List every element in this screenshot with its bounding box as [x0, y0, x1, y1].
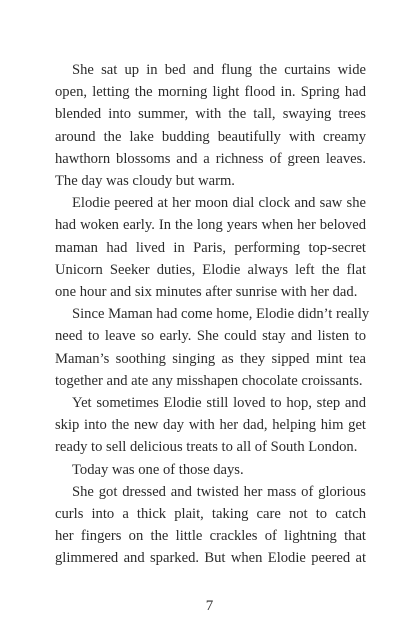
text-line: her fingers on the little crackles of lightning that	[55, 528, 366, 545]
paragraph-6	[55, 481, 366, 570]
paragraph-5	[55, 459, 366, 481]
text-line: Yet sometimes Elodie still loved to hop, step and	[72, 395, 366, 412]
text-line: together and ate any misshapen chocolate croissants.	[55, 372, 363, 389]
paragraph-2	[55, 192, 366, 303]
text-line: ready to sell delicious treats to all of South London.	[55, 439, 358, 456]
text-line: curls into a thick plait, taking care not to catch	[55, 506, 366, 523]
page-number: 7	[205, 598, 214, 614]
text-line: Since Maman had come home, Elodie didn’t really	[72, 306, 370, 323]
text-line: maman had lived in Paris, performing top-secret	[55, 239, 366, 256]
text-line: blended into summer, with the tall, swaying trees	[55, 106, 366, 123]
paragraph-4	[55, 392, 366, 459]
text-line: skip into the new day with her dad, helping him get	[55, 417, 366, 434]
text-line: need to leave so early. She could stay and listen to	[55, 328, 366, 345]
text-line: She got dressed and twisted her mass of glorious	[72, 483, 366, 500]
text-line: had woken early. In the long years when her beloved	[55, 217, 366, 234]
text-line: The day was cloudy but warm.	[55, 173, 235, 190]
text-line: Elodie peered at her moon dial clock and saw she	[72, 195, 366, 212]
text-line: glimmered and sparked. But when Elodie peered at	[55, 550, 366, 567]
paragraph-3	[55, 303, 370, 392]
text-line: Maman’s soothing singing as they sipped mint tea	[55, 350, 366, 367]
text-line: one hour and six minutes after sunrise with her dad.	[55, 284, 358, 301]
text-line: She sat up in bed and flung the curtains wide	[72, 62, 366, 78]
text-line: Today was one of those days.	[72, 461, 244, 478]
text-line: open, letting the morning light flood in. Spring had	[55, 84, 366, 101]
body-text	[55, 59, 370, 570]
text-line: around the lake budding beautifully with creamy	[55, 128, 366, 145]
text-line: hawthorn blossoms and a richness of green leaves.	[55, 150, 366, 167]
paragraph-1	[55, 59, 366, 192]
text-line: Unicorn Seeker duties, Elodie always left the flat	[55, 261, 366, 278]
